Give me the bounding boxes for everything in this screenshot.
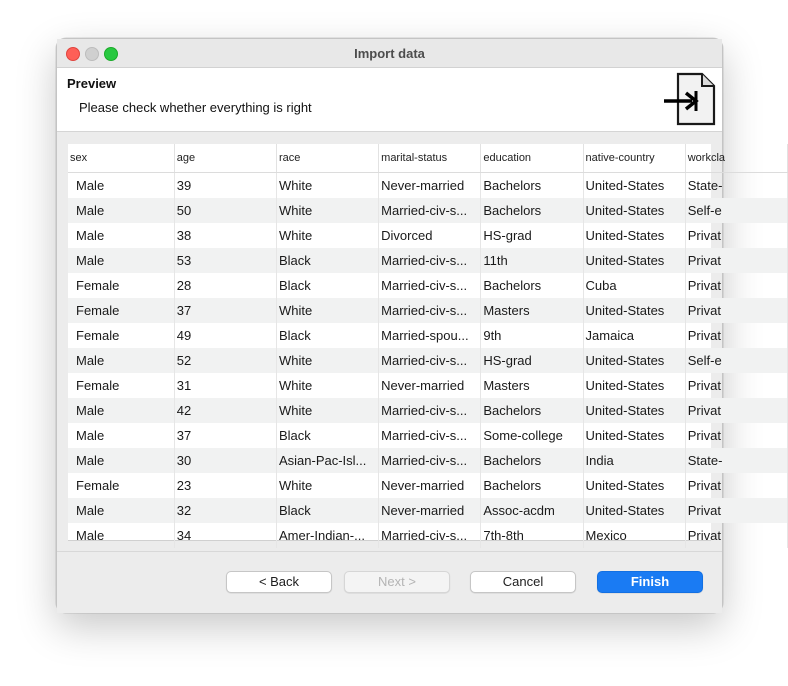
table-row[interactable] <box>68 198 788 223</box>
table-cell: Black <box>276 248 378 273</box>
wizard-header <box>57 68 722 132</box>
table-cell: Female <box>68 473 174 498</box>
table-cell: Married-civ-s... <box>379 298 481 323</box>
table-cell: Never-married <box>379 473 481 498</box>
table-cell: Married-civ-s... <box>379 248 481 273</box>
table-cell: Divorced <box>379 223 481 248</box>
table-cell: Black <box>276 498 378 523</box>
table-cell: 37 <box>174 298 276 323</box>
table-row[interactable] <box>68 423 788 448</box>
table-cell: Bachelors <box>481 273 583 298</box>
table-cell: Never-married <box>379 498 481 523</box>
table-cell: HS-grad <box>481 223 583 248</box>
table-row[interactable] <box>68 523 788 548</box>
table-cell: Self-e <box>685 198 787 223</box>
table-cell: United-States <box>583 198 685 223</box>
window-title: Import data <box>354 46 425 61</box>
table-cell: Cuba <box>583 273 685 298</box>
table-row[interactable] <box>68 273 788 298</box>
table-row[interactable] <box>68 223 788 248</box>
table-cell: White <box>276 173 378 199</box>
table-cell: Never-married <box>379 373 481 398</box>
table-cell: United-States <box>583 398 685 423</box>
table-cell: Bachelors <box>481 448 583 473</box>
table-cell: Mexico <box>583 523 685 548</box>
preview-table[interactable] <box>68 144 726 543</box>
finish-button[interactable]: Finish <box>597 571 703 593</box>
table-cell: Married-civ-s... <box>379 198 481 223</box>
table-cell: United-States <box>583 473 685 498</box>
table-cell: 34 <box>174 523 276 548</box>
table-cell: 38 <box>174 223 276 248</box>
table-cell: 39 <box>174 173 276 199</box>
table-cell: 32 <box>174 498 276 523</box>
table-cell: 42 <box>174 398 276 423</box>
table-cell: State- <box>685 448 787 473</box>
table-cell: Privat <box>685 223 787 248</box>
table-cell: Female <box>68 373 174 398</box>
table-cell: White <box>276 348 378 373</box>
table-cell: Masters <box>481 298 583 323</box>
page-title: Preview <box>67 76 117 91</box>
table-cell: Married-civ-s... <box>379 448 481 473</box>
table-cell: Married-civ-s... <box>379 273 481 298</box>
table-cell: Male <box>68 398 174 423</box>
table-cell: Male <box>68 248 174 273</box>
table-cell: United-States <box>583 223 685 248</box>
table-cell: HS-grad <box>481 348 583 373</box>
table-cell: 49 <box>174 323 276 348</box>
import-data-window <box>56 38 726 613</box>
table-cell: Privat <box>685 323 787 348</box>
back-button[interactable]: < Back <box>226 571 332 593</box>
table-cell: Male <box>68 198 174 223</box>
table-cell: Asian-Pac-Isl... <box>276 448 378 473</box>
table-cell: United-States <box>583 298 685 323</box>
table-header-row <box>68 144 788 173</box>
table-cell: Married-spou... <box>379 323 481 348</box>
table-cell: 53 <box>174 248 276 273</box>
column-header[interactable]: education <box>481 144 583 173</box>
column-header[interactable]: race <box>276 144 378 173</box>
next-button: Next > <box>344 571 450 593</box>
table-row[interactable] <box>68 348 788 373</box>
table-cell: Black <box>276 423 378 448</box>
table-cell: Masters <box>481 373 583 398</box>
table-row[interactable] <box>68 298 788 323</box>
table-cell: Self-e <box>685 348 787 373</box>
table-cell: Privat <box>685 523 787 548</box>
table-cell: White <box>276 398 378 423</box>
table-cell: Married-civ-s... <box>379 423 481 448</box>
table-cell: 7th-8th <box>481 523 583 548</box>
table-cell: Male <box>68 498 174 523</box>
table-cell: 9th <box>481 323 583 348</box>
table-cell: Never-married <box>379 173 481 199</box>
table-cell: United-States <box>583 248 685 273</box>
table-cell: 11th <box>481 248 583 273</box>
table-cell: White <box>276 473 378 498</box>
table-cell: Male <box>68 423 174 448</box>
table-cell: 37 <box>174 423 276 448</box>
table-cell: Privat <box>685 248 787 273</box>
table-cell: Privat <box>685 498 787 523</box>
column-header[interactable]: native-country <box>583 144 685 173</box>
table-row[interactable] <box>68 173 788 199</box>
table-cell: 28 <box>174 273 276 298</box>
table-cell: Privat <box>685 423 787 448</box>
table-cell: Amer-Indian-... <box>276 523 378 548</box>
table-cell: 52 <box>174 348 276 373</box>
table-cell: 50 <box>174 198 276 223</box>
table-cell: Black <box>276 323 378 348</box>
table-cell: Bachelors <box>481 198 583 223</box>
table-cell: United-States <box>583 498 685 523</box>
column-header[interactable]: marital-status <box>379 144 481 173</box>
column-header[interactable]: sex <box>68 144 174 173</box>
table-cell: United-States <box>583 373 685 398</box>
table-row[interactable] <box>68 448 788 473</box>
table-row[interactable] <box>68 498 788 523</box>
table-cell: Bachelors <box>481 173 583 199</box>
table-cell: United-States <box>583 423 685 448</box>
table-cell: Bachelors <box>481 398 583 423</box>
table-cell: 31 <box>174 373 276 398</box>
table-cell: 30 <box>174 448 276 473</box>
table-cell: Male <box>68 523 174 548</box>
table-cell: Privat <box>685 298 787 323</box>
table-cell: Male <box>68 348 174 373</box>
column-header[interactable]: workcla <box>685 144 787 173</box>
table-cell: Female <box>68 323 174 348</box>
table-cell: Female <box>68 298 174 323</box>
table-cell: Married-civ-s... <box>379 523 481 548</box>
column-header[interactable]: age <box>174 144 276 173</box>
table-cell: White <box>276 373 378 398</box>
table-cell: White <box>276 198 378 223</box>
table-cell: Jamaica <box>583 323 685 348</box>
table-row[interactable] <box>68 248 788 273</box>
table-cell: Privat <box>685 473 787 498</box>
table-cell: Privat <box>685 398 787 423</box>
table-cell: Female <box>68 273 174 298</box>
table-row[interactable] <box>68 398 788 423</box>
table-cell: India <box>583 448 685 473</box>
page-subtitle: Please check whether everything is right <box>79 100 312 115</box>
table-row[interactable] <box>68 373 788 398</box>
table-cell: United-States <box>583 348 685 373</box>
table-cell: 23 <box>174 473 276 498</box>
table-cell: Married-civ-s... <box>379 348 481 373</box>
title-bar[interactable] <box>57 39 722 68</box>
table-cell: White <box>276 223 378 248</box>
table-cell: Assoc-acdm <box>481 498 583 523</box>
table-cell: Some-college <box>481 423 583 448</box>
table-cell: Male <box>68 223 174 248</box>
import-document-icon <box>662 71 720 127</box>
table-cell: Married-civ-s... <box>379 398 481 423</box>
table-row[interactable] <box>68 473 788 498</box>
table-cell: White <box>276 298 378 323</box>
table-cell: Privat <box>685 273 787 298</box>
table-cell: Bachelors <box>481 473 583 498</box>
table-cell: Male <box>68 448 174 473</box>
table-cell: Privat <box>685 373 787 398</box>
table-cell: United-States <box>583 173 685 199</box>
table-row[interactable] <box>68 323 788 348</box>
wizard-footer <box>57 551 722 613</box>
table-cell: State- <box>685 173 787 199</box>
table-cell: Black <box>276 273 378 298</box>
table-cell: Male <box>68 173 174 199</box>
cancel-button[interactable]: Cancel <box>470 571 576 593</box>
